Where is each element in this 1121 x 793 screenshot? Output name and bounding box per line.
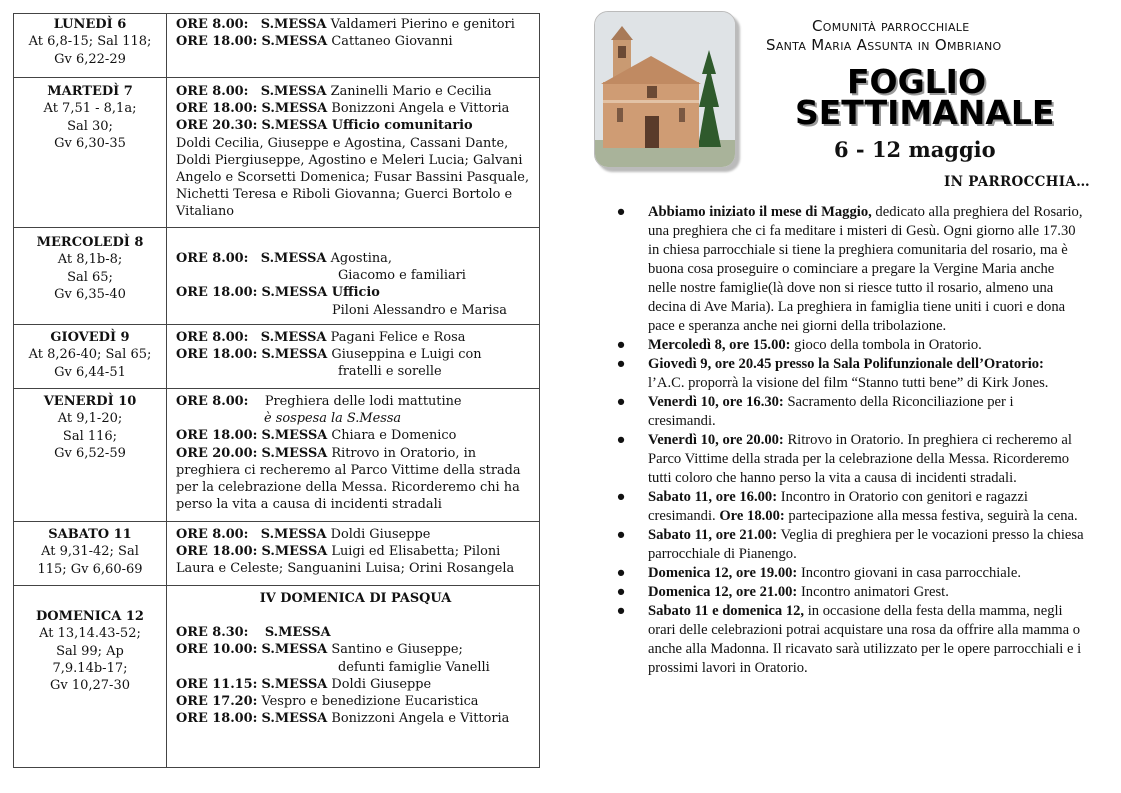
- day-reading: Gv 6,52-59: [54, 445, 126, 461]
- notice-item: ● Venerdì 10, ore 20.00: Ritrovo in Oratorio. In preghiera ci recheremo al Parco Vittime della strada per la celebrazione della Messa. Ricorderemo tutti coloro che hanno perso la vita a causa di incidenti stradali.: [614, 431, 1084, 488]
- event-continuation: Giacomo e familiari: [338, 268, 466, 284]
- section-title: IN PARROCCHIA…: [944, 174, 1090, 190]
- day-name: MARTEDÌ 7: [47, 84, 133, 99]
- week-dates: 6 - 12 maggio: [834, 137, 996, 162]
- day-reading: At 8,1b-8;: [57, 252, 123, 268]
- event-line: ORE 8.00: S.MESSA Valdameri Pierino e genitori: [176, 17, 515, 32]
- event-line: ORE 8.30: S.MESSA: [176, 625, 331, 641]
- day-reading: Sal 30;: [67, 118, 113, 134]
- notice-item: ● Giovedì 9, ore 20.45 presso la Sala Polifunzionale dell’Oratorio: l’A.C. proporrà la visione del film “Stanno tutti bene” di Kirk Jones.: [614, 355, 1084, 393]
- events-cell: [167, 522, 540, 586]
- notice-item: ● Abbiamo iniziato il mese di Maggio, dedicato alla preghiera del Rosario, una preghiera che ci fa meditare i misteri di Gesù. Ogni giorno alle 17.30 in chiesa parrocchiale si tiene la preghiera comunitaria del rosario, ma è buona cosa proseguire o cominciare a pregare la Vergine Maria anche nelle nostre famiglie(là dove non si riesce tutto il rosario, almeno una decina di Ave Maria). La preghiera in famiglia tiene uniti i cuori e dona pace e speranza anche nei giorni della tribolazione.: [614, 203, 1084, 336]
- notice-item: ● Sabato 11, ore 21.00: Veglia di preghiera per le vocazioni presso la chiesa parrocchiale di Pianengo.: [614, 526, 1084, 564]
- schedule-row-wednesday: [14, 228, 540, 325]
- parish-name: Santa Maria Assunta in Ombriano: [766, 36, 1002, 54]
- events-cell: [167, 586, 540, 768]
- notice-item: ● Venerdì 10, ore 16.30: Sacramento della Riconciliazione per i cresimandi.: [614, 393, 1084, 431]
- day-reading: At 8,26-40; Sal 65;: [28, 347, 152, 363]
- day-reading: Gv 10,27-30: [49, 678, 130, 694]
- day-reading: Gv 6,22-29: [54, 51, 126, 67]
- event-line: ORE 11.15: S.MESSA Doldi Giuseppe: [176, 676, 432, 692]
- event-line: ORE 8.00: S.MESSA Doldi Giuseppe: [176, 527, 431, 542]
- day-reading: Gv 6,35-40: [54, 286, 126, 302]
- day-cell: [14, 14, 167, 78]
- event-line: ORE 10.00: S.MESSA Santino e Giuseppe;: [176, 642, 463, 658]
- bullet-icon: ●: [616, 394, 626, 410]
- notice-item: ● Sabato 11 e domenica 12, in occasione della festa della mamma, negli orari delle celebrazioni potrai acquistare una rosa da offrire alla mamma o anche alla Madonna. Il ricavato sarà utilizzato per le opere parrocchiali e i prossimi lavori in Oratorio.: [614, 602, 1084, 678]
- event-line: ORE 18.00: S.MESSA Cattaneo Giovanni: [176, 34, 453, 50]
- title-line-2: SETTIMANALE: [795, 93, 1055, 132]
- event-continuation: Piloni Alessandro e Marisa: [332, 302, 507, 318]
- notice-item: ● Domenica 12, ore 19.00: Incontro giovani in casa parrocchiale.: [614, 564, 1084, 583]
- day-cell: [14, 78, 167, 228]
- schedule-row-tuesday: [14, 78, 540, 228]
- day-cell: [14, 325, 167, 389]
- event-line: ORE 8.00: S.MESSA Pagani Felice e Rosa: [176, 330, 466, 345]
- church-illustration: [595, 12, 735, 167]
- event-line: ORE 18.00: S.MESSA Giuseppina e Luigi con: [176, 347, 482, 363]
- event-line: ORE 17.20: Vespro e benedizione Eucaristica: [176, 694, 479, 710]
- bullet-icon: ●: [616, 337, 626, 353]
- day-reading: At 7,51 - 8,1a;: [43, 101, 137, 117]
- church-photo: [594, 11, 736, 168]
- bullet-icon: ●: [616, 527, 626, 543]
- day-reading: 115; Gv 6,60-69: [37, 561, 143, 577]
- day-name: MERCOLEDÌ 8: [36, 235, 144, 250]
- event-continuation: defunti famiglie Vanelli: [338, 659, 490, 675]
- bullet-icon: ●: [616, 489, 626, 505]
- day-reading: Gv 6,44-51: [54, 364, 126, 380]
- sunday-heading: IV DOMENICA DI PASQUA: [259, 591, 452, 606]
- day-cell: [14, 389, 167, 522]
- event-line: ORE 18.00: S.MESSA Luigi ed Elisabetta; Piloni: [176, 544, 501, 560]
- event-intentions: Laura e Celeste; Sanguanini Luisa; Orini Rosangela: [176, 561, 515, 577]
- day-name: LUNEDÌ 6: [53, 17, 127, 32]
- bullet-icon: ●: [616, 603, 626, 619]
- event-line: ORE 18.00: S.MESSA Bonizzoni Angela e Vittoria: [176, 101, 510, 117]
- event-continuation: fratelli e sorelle: [338, 364, 442, 380]
- day-name: GIOVEDÌ 9: [50, 330, 130, 345]
- bulletin-title: [795, 62, 1055, 132]
- schedule-row-thursday: [14, 325, 540, 389]
- day-name: SABATO 11: [48, 527, 132, 542]
- event-line: ORE 18.00: S.MESSA Bonizzoni Angela e Vittoria: [176, 711, 510, 727]
- day-cell: [14, 522, 167, 586]
- day-reading: Gv 6,30-35: [54, 135, 126, 151]
- event-line: ORE 8.00: S.MESSA Agostina,: [176, 251, 392, 266]
- events-cell: [167, 325, 540, 389]
- bullet-icon: ●: [616, 584, 626, 600]
- day-cell: [14, 228, 167, 325]
- schedule-row-friday: [14, 389, 540, 522]
- event-line: ORE 18.00: S.MESSA Ufficio: [176, 285, 380, 301]
- bullet-icon: ●: [616, 565, 626, 581]
- event-line: ORE 8.00: Preghiera delle lodi mattutine: [176, 394, 462, 409]
- schedule-row-saturday: [14, 522, 540, 586]
- day-reading: Sal 65;: [67, 269, 113, 285]
- day-reading: Sal 116;: [62, 428, 118, 444]
- notices-list: [614, 203, 1084, 678]
- community-title: Comunità parrocchiale: [812, 17, 970, 35]
- event-intentions: Doldi Cecilia, Giuseppe e Agostina, Cassani Dante, Doldi Piergiuseppe, Agostino e Meleri Lucia; Galvani Angelo e Scorsetti Domenica; Fusar Bassini Pasquale, Nichetti Teresa e Riboli Giovanna; Guerci Bortolo e Vitaliano: [176, 135, 530, 220]
- schedule-row-sunday: [14, 586, 540, 768]
- bullet-icon: ●: [616, 432, 626, 448]
- day-reading: At 6,8-15; Sal 118;: [28, 34, 152, 50]
- day-reading: At 13,14.43-52;: [39, 626, 141, 642]
- event-intentions: preghiera ci recheremo al Parco Vittime della strada per la celebrazione della Messa. Ricorderemo chi ha perso la vita a causa di incidenti stradali: [176, 462, 521, 513]
- day-cell: [14, 586, 167, 768]
- day-name: VENERDÌ 10: [43, 394, 137, 409]
- event-line: ORE 8.00: S.MESSA Zaninelli Mario e Cecilia: [176, 84, 492, 99]
- event-line: ORE 20.00: S.MESSA Ritrovo in Oratorio, in: [176, 445, 477, 461]
- events-cell: [167, 389, 540, 522]
- event-line: ORE 20.30: S.MESSA Ufficio comunitario: [176, 118, 473, 134]
- weekly-schedule-table: [13, 13, 540, 768]
- bullet-icon: ●: [616, 204, 626, 220]
- day-reading: Sal 99; Ap: [56, 643, 124, 659]
- schedule-row-monday: [14, 14, 540, 78]
- event-line: ORE 18.00: S.MESSA Chiara e Domenico: [176, 428, 457, 444]
- day-reading: 7,9.14b-17;: [52, 660, 128, 676]
- title-line-1: FOGLIO: [846, 62, 987, 101]
- event-note: è sospesa la S.Messa: [264, 411, 402, 427]
- bullet-icon: ●: [616, 356, 626, 372]
- events-cell: [167, 14, 540, 78]
- notice-item: ● Sabato 11, ore 16.00: Incontro in Oratorio con genitori e ragazzi cresimandi. Ore 18.00: partecipazione alla messa festiva, seguirà la cena.: [614, 488, 1084, 526]
- events-cell: [167, 78, 540, 228]
- events-cell: [167, 228, 540, 325]
- notice-item: ● Mercoledì 8, ore 15.00: gioco della tombola in Oratorio.: [614, 336, 1084, 355]
- day-reading: At 9,1-20;: [57, 411, 123, 427]
- day-reading: At 9,31-42; Sal: [41, 544, 139, 560]
- notice-item: ● Domenica 12, ore 21.00: Incontro animatori Grest.: [614, 583, 1084, 602]
- day-name: DOMENICA 12: [36, 609, 144, 624]
